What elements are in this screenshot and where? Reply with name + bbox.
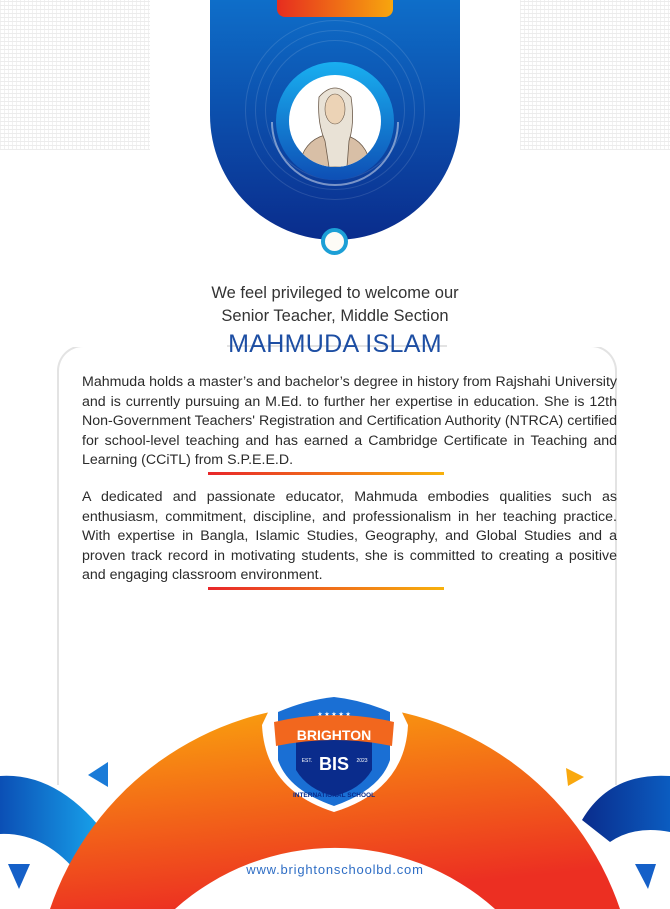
logo-monogram: BIS — [318, 754, 350, 774]
welcome-line-2: Senior Teacher, Middle Section — [221, 307, 449, 325]
logo-name: BRIGHTON — [296, 727, 372, 743]
triangle-icon — [88, 762, 108, 787]
teacher-name: MAHMUDA ISLAM — [228, 330, 442, 358]
svg-text:★ ★ ★ ★ ★: ★ ★ ★ ★ ★ — [317, 712, 351, 718]
bio-paragraph-2: A dedicated and passionate educator, Mahmuda embodies qualities such as enthusiasm, commitment, discipline, and professionalism in her teaching practice. With expertise in Bangla, Islamic Studies, Geography, and Global Studies and a proven track record in motivating students, she is committed to creating a positive and engaging classroom environment. — [82, 489, 617, 583]
svg-text:2023: 2023 — [356, 758, 368, 764]
website-link[interactable]: www.brightonschoolbd.com — [246, 862, 424, 877]
svg-text:INTERNATIONAL SCHOOL: INTERNATIONAL SCHOOL — [292, 792, 376, 799]
bio-paragraph-1: Mahmuda holds a master’s and bachelor’s degree in history from Rajshahi University and is currently pursuing an M.Ed. to further her expertise in education. She is 12th Non-Government Teachers' Registration and Certification Authority (NTRCA) certified for school-level teaching and has earned a Cambridge Certificate in Teaching and Learning (CCiTL) from S.P.E.E.D. — [82, 374, 617, 468]
right-blue-arc — [582, 776, 670, 842]
svg-text:EST.: EST. — [301, 758, 313, 764]
welcome-line-1: We feel privileged to welcome our — [211, 284, 459, 302]
triangle-icon — [566, 768, 584, 786]
